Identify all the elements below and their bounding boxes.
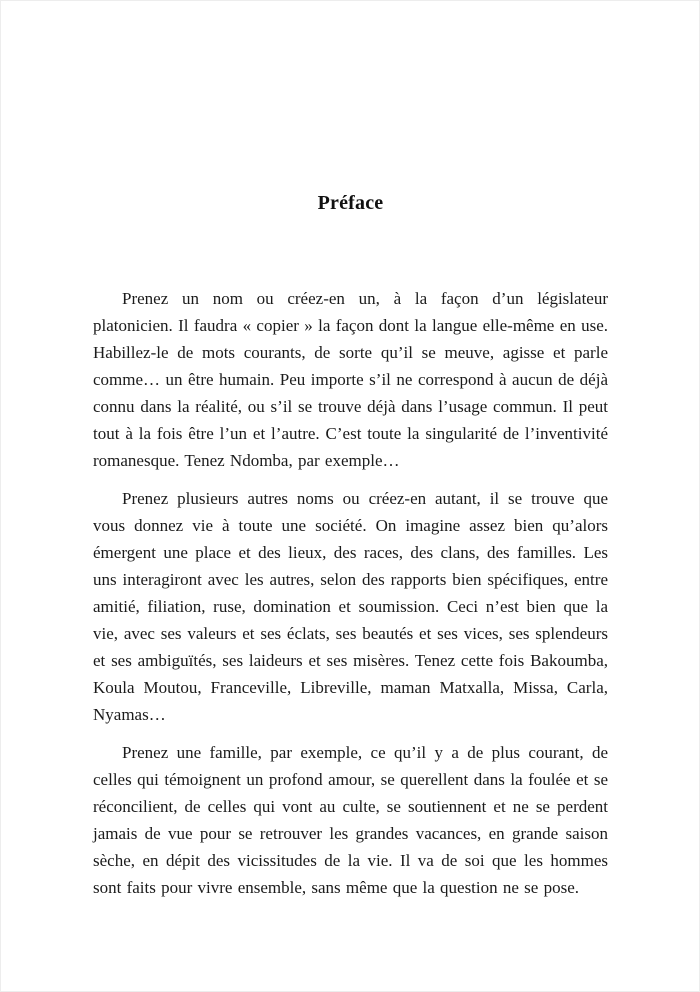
chapter-title: Préface	[317, 192, 384, 214]
paragraph-1: Prenez un nom ou créez-en un, à la façon d’un législateur platonicien. Il faudra « copier » la façon dont la langue elle-même en use. Habillez-le de mots courants, de sorte qu’il se meuve, agisse et parle comme… un être humain. Peu importe s’il ne correspond à aucun de déjà connu dans la réalité, ou s’il se trouve déjà dans l’usage commun. Il peut tout à la fois être l’un et l’autre. C’est toute la singularité de l’inventivité romanesque. Tenez Ndomba, par exemple…	[93, 289, 608, 470]
paragraph-3: Prenez une famille, par exemple, ce qu’il y a de plus courant, de celles qui témoignent un profond amour, se querellent dans la foulée et se réconcilient, de celles qui vont au culte, se soutiennent et ne se perdent jamais de vue pour se retrouver les grandes vacances, en grande saison sèche, en dépit des vicissitudes de la vie. Il va de soi que les hommes sont faits pour vivre ensemble, sans même que la question ne se pose.	[93, 743, 608, 897]
paragraph-2: Prenez plusieurs autres noms ou créez-en autant, il se trouve que vous donnez vie à toute une société. On imagine assez bien qu’alors émergent une place et des lieux, des races, des clans, des familles. Les uns interagiront avec les autres, selon des rapports bien spécifiques, entre amitié, filiation, ruse, domination et soumission. Ceci n’est bien que la vie, avec ses valeurs et ses éclats, ses beautés et ses vices, ses splendeurs et ses ambiguïtés, ses laideurs et ses misères. Tenez cette fois Bakoumba, Koula Moutou, Franceville, Libreville, maman Matxalla, Missa, Carla, Nyamas…	[93, 489, 608, 724]
